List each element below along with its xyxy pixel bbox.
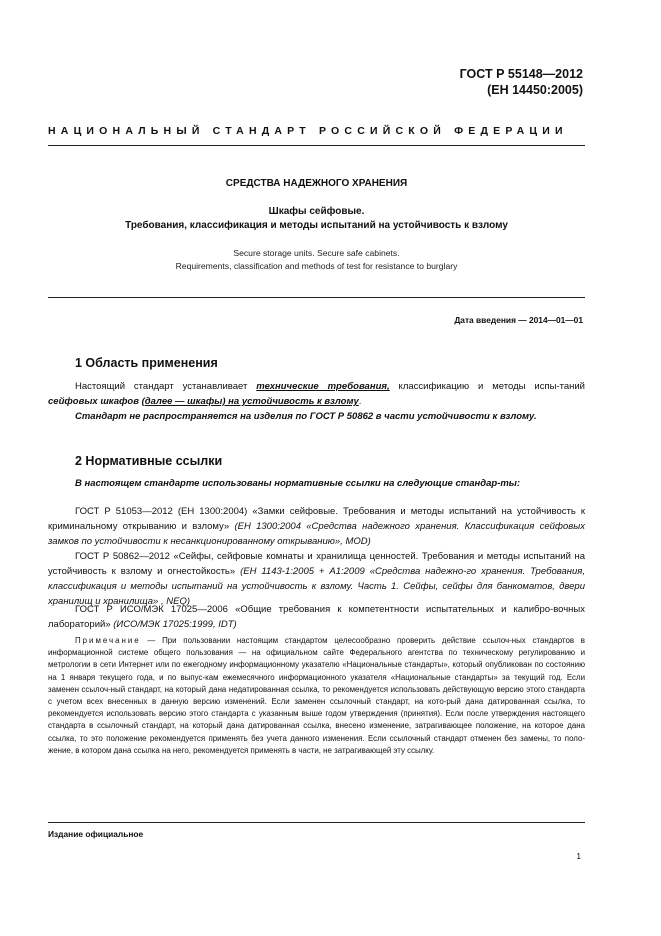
section-1-heading: 1 Область применения — [75, 356, 218, 370]
reference-gost-iso-17025: ГОСТ Р ИСО/МЭК 17025—2006 «Общие требования к компетентности испытательных и калибро-вочных лабораторий» (ИСО/МЭК 17025:1999, IDT) — [48, 604, 585, 630]
header-divider — [48, 145, 585, 146]
section-2-intro: В настоящем стандарте использованы нормативные ссылки на следующие стандар-ты: — [75, 478, 521, 489]
english-title-2: Requirements, classification and methods of test for resistance to burglary — [175, 261, 458, 271]
page-number: 1 — [576, 851, 581, 861]
document-subtitle-2: Требования, классификация и методы испытаний на устойчивость к взлому — [125, 220, 508, 231]
reference-note: Примечание — При пользовании настоящим стандартом целесообразно проверить действие ссылоч-ных стандартов в информационной системе общего пользования — на официальном сайте Федерального агентства по техническому регулированию и метрологии в сети Интернет или по ежегодному информационному указателю «Национальные стандарты», который опубликован по состоянию на 1 января текущего года, и по выпус-кам ежемесячного информационного указателя «Национальные стандарты» за текущий год. Если заменен ссылоч-ный стандарт, на который дана недатированная ссылка, то рекомендуется использовать действующую версию этого стандарта с учетом всех внесенных в данную версию изменений. Если заменен ссылочный стандарт, на кото-рый дана датированная ссылка, то рекомендуется использовать версию этого стандарта с указанным выше годом утверждения (принятия). Если после утверждения настоящего стандарта в ссылочный стандарт, на который дана датированная ссылка, внесено изменение, затрагивающее положение, на которое дана ссылка, то это положение рекомендуется применять без учета данного изменения. Если ссылочный стандарт отменен без замены, то поло-жение, в котором дана ссылка на него, рекомендуется применять в части, не затрагивающей эту ссылку. — [48, 636, 585, 755]
official-edition-label: Издание официальное — [48, 829, 144, 839]
section-1-paragraph-1: Настоящий стандарт устанавливает технические требования, классификацию и методы испы-таний сейфовых шкафов (далее — шкафы) на устойчивость к взлому. — [48, 381, 585, 407]
en-standard-number: (ЕН 14450:2005) — [487, 83, 583, 97]
section-1-paragraph-2: Стандарт не распространяется на изделия по ГОСТ Р 50862 в части устойчивости к взлому. — [75, 411, 537, 422]
title-divider — [48, 297, 585, 298]
document-title: СРЕДСТВА НАДЕЖНОГО ХРАНЕНИЯ — [225, 178, 408, 189]
document-subtitle-1: Шкафы сейфовые. — [268, 206, 365, 217]
footer-divider — [48, 822, 585, 823]
national-standard-heading: НАЦИОНАЛЬНЫЙ СТАНДАРТ РОССИЙСКОЙ ФЕДЕРАЦИИ — [48, 125, 568, 137]
english-title-1: Secure storage units. Secure safe cabinets. — [233, 248, 400, 258]
document-number: ГОСТ Р 55148—2012 — [459, 67, 583, 81]
reference-gost-50862: ГОСТ Р 50862—2012 «Сейфы, сейфовые комнаты и хранилища ценностей. Требования и методы испытаний на устойчивость к взлому и огнестойкость» (ЕН 1143-1:2005 + А1:2009 «Средства надежно-го хранения. Требования, классификация и методы испытаний на устойчивость к взлому. Часть 1. Сейфы, сейфы для банкоматов, двери хранилищ и хранилища» , NEQ) — [48, 551, 586, 607]
reference-gost-51053: ГОСТ Р 51053—2012 (ЕН 1300:2004) «Замки сейфовые. Требования и методы испытаний на устойчивость к криминальному открыванию и взлому» (ЕН 1300:2004 «Средства надежного хранения. Классификация сейфовых замков по устойчивости к несанкционированному открыванию», MOD) — [48, 506, 585, 547]
introduction-date: Дата введения — 2014—01—01 — [454, 315, 583, 325]
section-2-heading: 2 Нормативные ссылки — [75, 454, 223, 468]
